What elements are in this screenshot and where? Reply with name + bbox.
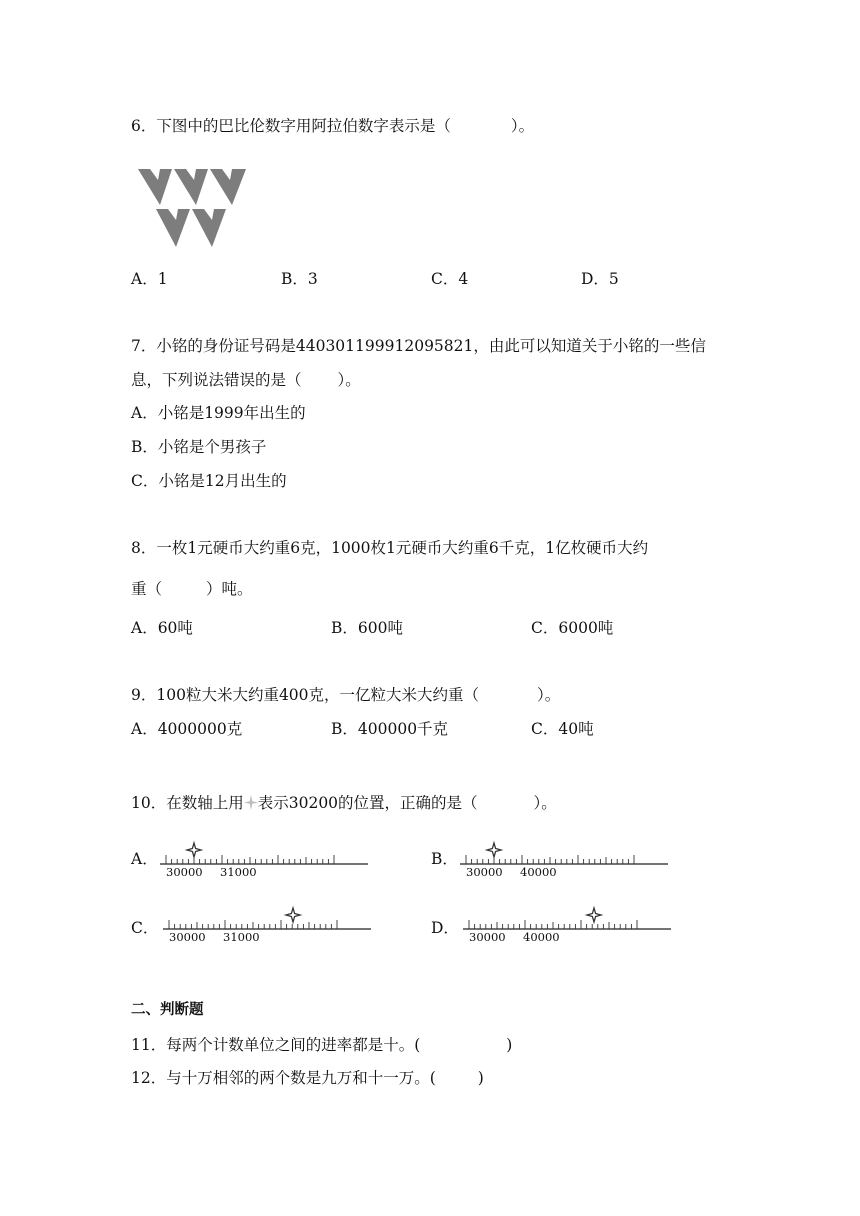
q7-stem-line2: 息，下列说法错误的是（ ）。 [131,371,361,389]
section-title-judgement: 二、判断题 [131,1002,204,1018]
q10-option-a-label[interactable]: A． [131,850,158,868]
q8-stem-line1: 8．一枚1元硬币大约重6克，1000枚1元硬币大约重6千克，1亿枚硬币大约 [131,539,649,557]
q8-option-c[interactable]: C．6000吨 [531,619,614,637]
tick-label-1: 30000 [169,930,206,944]
star-marker-icon [587,908,601,922]
number-line-ticks [160,855,368,864]
q11-statement: 11．每两个计数单位之间的进率都是十。( ) [131,1036,513,1054]
star-marker-icon [487,843,501,857]
tick-label-2: 31000 [223,930,260,944]
q7-option-b[interactable]: B．小铭是个男孩子 [131,438,267,456]
q8-option-a[interactable]: A．60吨 [131,619,193,637]
q12-statement: 12．与十万相邻的两个数是九万和十一万。( ) [131,1069,484,1087]
q7-stem-line1: 7．小铭的身份证号码是440301199912095821，由此可以知道关于小铭的一些信 [131,337,706,355]
q7-option-c[interactable]: C．小铭是12月出生的 [131,472,287,490]
tick-label-2: 40000 [523,930,560,944]
q10-number-line-a[interactable] [160,838,372,882]
q6-option-b[interactable]: B．3 [281,270,318,288]
q10-number-line-b[interactable] [460,838,672,882]
q8-option-b[interactable]: B．600吨 [331,619,403,637]
q10-stem: 10．在数轴上用 表示30200的位置，正确的是（ ）。 [131,794,557,812]
babylonian-numeral-figure [136,166,248,250]
number-line-ticks [163,920,371,929]
q6-option-c[interactable]: C．4 [431,270,469,288]
q8-stem-line2: 重（ ）吨。 [131,580,253,598]
babylonian-wedges [136,166,248,250]
star-marker-icon [187,843,201,857]
number-line-ticks [463,920,671,929]
q6-option-d[interactable]: D．5 [581,270,619,288]
q9-option-c[interactable]: C．40吨 [531,720,594,738]
q10-number-line-c[interactable] [163,903,375,947]
tick-label-1: 30000 [469,930,506,944]
tick-label-2: 31000 [220,865,257,879]
q10-number-line-d[interactable] [463,903,675,947]
tick-label-1: 30000 [466,865,503,879]
q10-option-d-label[interactable]: D． [431,919,459,937]
q7-option-a[interactable]: A．小铭是1999年出生的 [131,404,306,422]
q10-option-b-label[interactable]: B． [431,850,458,868]
number-line-ticks [460,855,668,864]
tick-label-2: 40000 [520,865,557,879]
q6-stem: 6．下图中的巴比伦数字用阿拉伯数字表示是（ ）。 [131,117,535,135]
q9-option-b[interactable]: B．400000千克 [331,720,449,738]
q10-option-c-label[interactable]: C． [131,919,159,937]
q9-option-a[interactable]: A．4000000克 [131,720,243,738]
q9-stem: 9．100粒大米大约重400克，一亿粒大米大约重（ ）。 [131,686,561,704]
star-marker-icon [286,908,300,922]
q6-option-a[interactable]: A．1 [131,270,168,288]
star-marker-icon [244,795,258,810]
tick-label-1: 30000 [166,865,203,879]
